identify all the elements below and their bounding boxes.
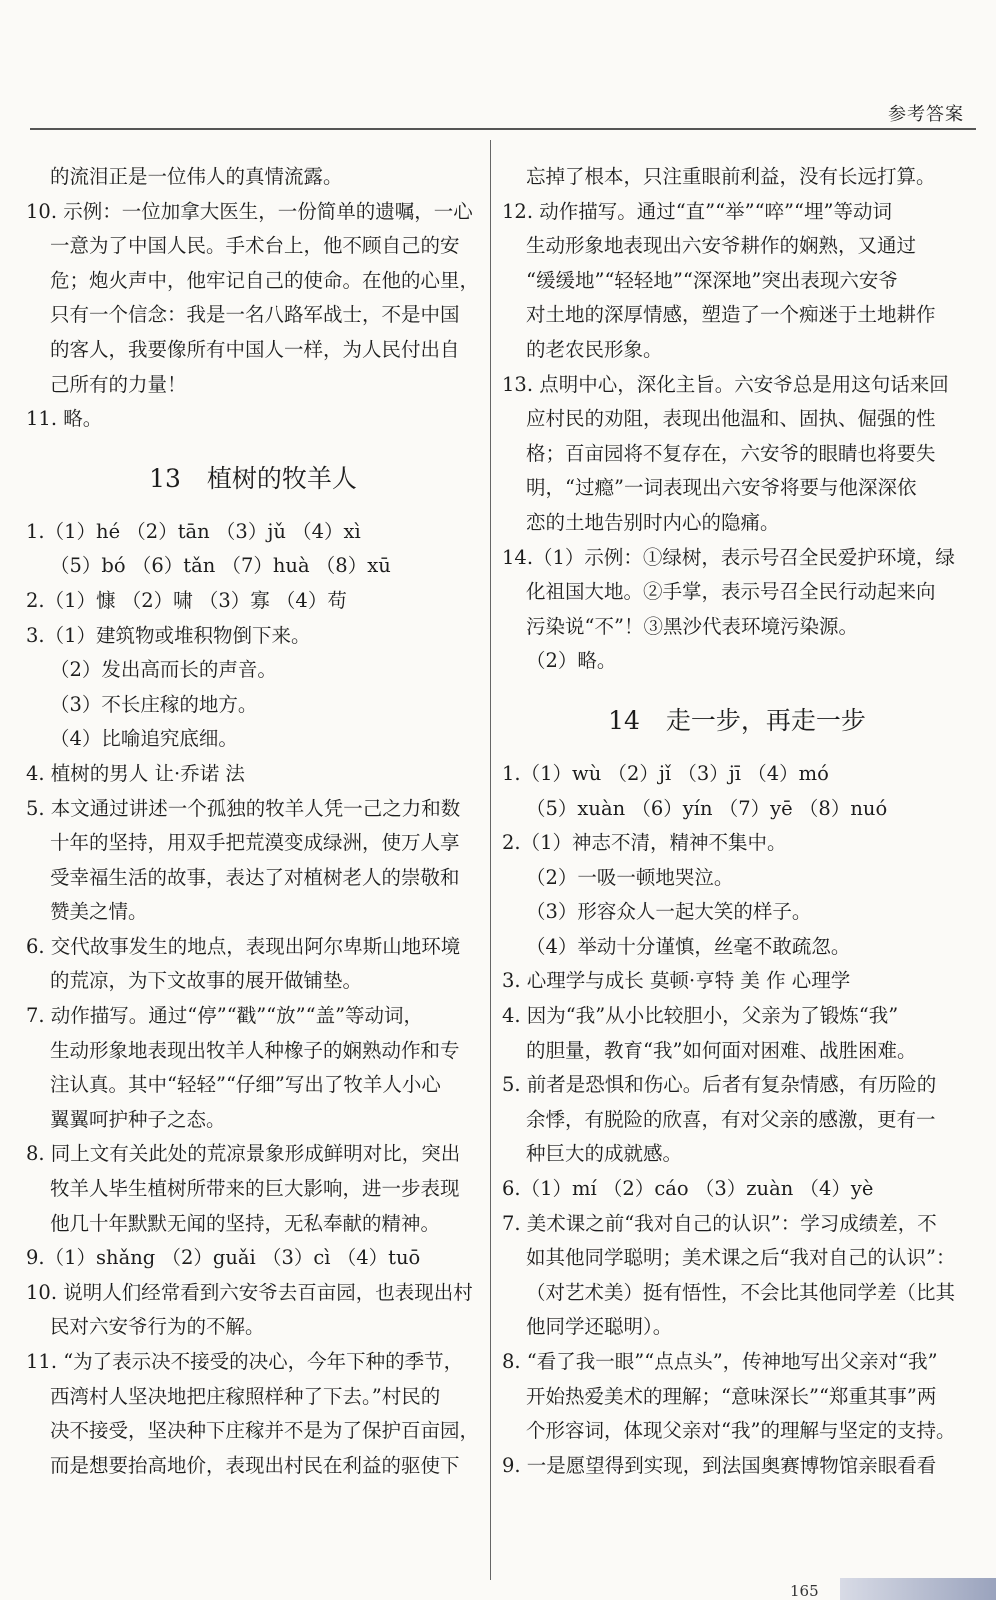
answer-line: 8. 同上文有关此处的荒凉景象形成鲜明对比，突出 [26, 1142, 461, 1166]
answer-line: 11. 略。 [26, 407, 103, 431]
answer-line: 7. 动作描写。通过“停”“戳”“放”“盖”等动词， [26, 1004, 424, 1028]
answer-line: 对土地的深厚情感，塑造了一个痴迷于土地耕作 [526, 303, 936, 327]
answer-line: （对艺术美）挺有悟性，不会比其他同学差（比其 [526, 1280, 956, 1304]
section-title: 走一步，再走一步 [665, 705, 866, 735]
answer-line: 8. “看了我一眼”“点点头”，传神地写出父亲对“我” [502, 1350, 938, 1373]
answer-line: 2.（1）慷 （2）啸 （3）寡 （4）苟 [26, 588, 347, 612]
answer-line: 一意为了中国人民。手术台上，他不顾自己的安 [50, 234, 460, 258]
answer-line: 忘掉了根本，只注重眼前利益，没有长远打算。 [526, 165, 936, 188]
answer-line: 14.（1）示例：①绿树，表示号召全民爱护环境，绿 [502, 545, 955, 569]
answer-line: （2）略。 [526, 649, 617, 673]
answer-line: （5）bó （6）tǎn （7）huà （8）xū [50, 554, 391, 578]
answer-line: 应村民的劝阻，表现出他温和、固执、倔强的性 [526, 407, 936, 431]
answer-line: 4. 因为“我”从小比较胆小，父亲为了锻炼“我” [502, 1004, 899, 1028]
header-title: 参考答案 [888, 104, 964, 125]
answer-line: （5）xuàn （6）yín （7）yē （8）nuó [526, 796, 888, 820]
answer-line: 恋的土地告别时内心的隐痛。 [526, 510, 780, 534]
answer-line: （2）一吸一顿地哭泣。 [526, 865, 734, 889]
answer-line: 他几十年默默无闻的坚持，无私奉献的精神。 [50, 1211, 441, 1235]
answer-line: 的客人，我要像所有中国人一样，为人民付出自 [50, 337, 460, 361]
answer-line: 格；百亩园将不复存在，六安爷的眼睛也将要失 [526, 441, 936, 465]
answer-line: 11. “为了表示决不接受的决心，今年下种的季节， [26, 1350, 464, 1373]
column-divider [490, 140, 491, 1580]
answer-line: 1.（1）wù （2）jǐ （3）jī （4）mó [502, 761, 829, 785]
answer-line: 污染说“不”！③黑沙代表环境污染源。 [526, 614, 858, 638]
answer-line: 的老农民形象。 [526, 337, 663, 361]
answer-line: 而是想要抬高地价，表现出村民在利益的驱使下 [50, 1453, 460, 1477]
answer-line: 5. 本文通过讲述一个孤独的牧羊人凭一己之力和数 [26, 796, 461, 820]
answer-line: 化祖国大地。②手掌，表示号召全民行动起来向 [526, 580, 936, 604]
answer-line: （4）比喻追究底细。 [50, 727, 238, 751]
answer-line: 只有一个信念：我是一名八路军战士，不是中国 [50, 303, 460, 327]
answer-line: “缓缓地”“轻轻地”“深深地”突出表现六安爷 [526, 268, 898, 292]
answer-line: 如其他同学聪明；美术课之后“我对自己的认识”： [526, 1246, 956, 1270]
answer-line: 翼翼呵护种子之态。 [50, 1107, 226, 1131]
answer-line: 他同学还聪明）。 [526, 1315, 673, 1339]
header-rule [30, 128, 976, 130]
answer-line: 决不接受，坚决种下庄稼并不是为了保护百亩园， [50, 1419, 480, 1443]
answer-line: （3）形容众人一起大笑的样子。 [526, 900, 812, 924]
answer-line: 个形容词，体现父亲对“我”的理解与坚定的支持。 [526, 1419, 956, 1443]
left-column [26, 160, 480, 1483]
answer-line: 10. 示例：一位加拿大医生，一份简单的遗嘱，一心 [26, 199, 473, 223]
section-title: 植树的牧羊人 [206, 463, 357, 493]
section-heading [502, 679, 972, 757]
answer-line: 危；炮火声中，他牢记自己的使命。在他的心里， [50, 268, 480, 292]
page-number: 165 [790, 1582, 819, 1600]
answer-line: 5. 前者是恐惧和伤心。后者有复杂情感，有历险的 [502, 1073, 937, 1097]
section-number: 13 [149, 463, 181, 493]
answer-line: 的荒凉，为下文故事的展开做铺垫。 [50, 969, 363, 993]
right-column [502, 160, 972, 1483]
answer-line: 己所有的力量！ [50, 372, 187, 396]
answer-line: 3.（1）建筑物或堆积物倒下来。 [26, 623, 311, 647]
answer-line: 12. 动作描写。通过“直”“举”“啐”“埋”等动词 [502, 199, 892, 223]
answer-line: 7. 美术课之前“我对自己的认识”：学习成绩差，不 [502, 1211, 937, 1235]
answer-line: 9.（1）shǎng （2）guǎi （3）cì （4）tuō [26, 1246, 421, 1270]
answer-line: 13. 点明中心，深化主旨。六安爷总是用这句话来回 [502, 372, 949, 396]
answer-line: 注认真。其中“轻轻”“仔细”写出了牧羊人小心 [50, 1073, 441, 1097]
answer-line: 余悸，有脱险的欣喜，有对父亲的感激，更有一 [526, 1107, 936, 1131]
answer-line: 6. 交代故事发生的地点，表现出阿尔卑斯山地环境 [26, 934, 461, 958]
answer-line: 6.（1）mí （2）cáo （3）zuàn （4）yè [502, 1177, 874, 1201]
answer-line: 的流泪正是一位伟人的真情流露。 [50, 165, 343, 188]
answer-line: 生动形象地表现出六安爷耕作的娴熟，又通过 [526, 234, 917, 258]
answer-line: 西湾村人坚决地把庄稼照样种了下去。”村民的 [50, 1384, 441, 1408]
answer-line: 1.（1）hé （2）tān （3）jǔ （4）xì [26, 519, 361, 543]
answer-line: 的胆量，教育“我”如何面对困难、战胜困难。 [526, 1038, 917, 1062]
answer-line: 牧羊人毕生植树所带来的巨大影响，进一步表现 [50, 1177, 460, 1201]
answer-line: 民对六安爷行为的不解。 [50, 1315, 265, 1339]
answer-line: 受幸福生活的故事，表达了对植树老人的崇敬和 [50, 865, 460, 889]
answer-line: 十年的坚持，用双手把荒漠变成绿洲，使万人享 [50, 831, 460, 855]
corner-decoration [840, 1578, 996, 1600]
answer-line: 赞美之情。 [50, 900, 148, 924]
answer-line: 种巨大的成就感。 [526, 1142, 683, 1166]
answer-line: 生动形象地表现出牧羊人种橡子的娴熟动作和专 [50, 1038, 460, 1062]
answer-line: （3）不长庄稼的地方。 [50, 692, 258, 716]
answer-line: 4. 植树的男人 让·乔诺 法 [26, 761, 245, 785]
answer-line: 9. 一是愿望得到实现，到法国奥赛博物馆亲眼看看 [502, 1453, 937, 1477]
answer-line: （4）举动十分谨慎，丝毫不敢疏忽。 [526, 934, 851, 958]
answer-line: （2）发出高而长的声音。 [50, 658, 277, 682]
answer-line: 明，“过瘾”一词表现出六安爷将要与他深深依 [526, 476, 917, 500]
answer-line: 10. 说明人们经常看到六安爷去百亩园，也表现出村 [26, 1280, 473, 1304]
section-heading [26, 437, 480, 515]
section-number: 14 [608, 705, 640, 735]
answer-line: 3. 心理学与成长 莫顿·亨特 美 作 心理学 [502, 969, 851, 993]
answer-line: 开始热爱美术的理解；“意味深长”“郑重其事”两 [526, 1384, 937, 1408]
answer-line: 2.（1）神志不清，精神不集中。 [502, 831, 787, 855]
